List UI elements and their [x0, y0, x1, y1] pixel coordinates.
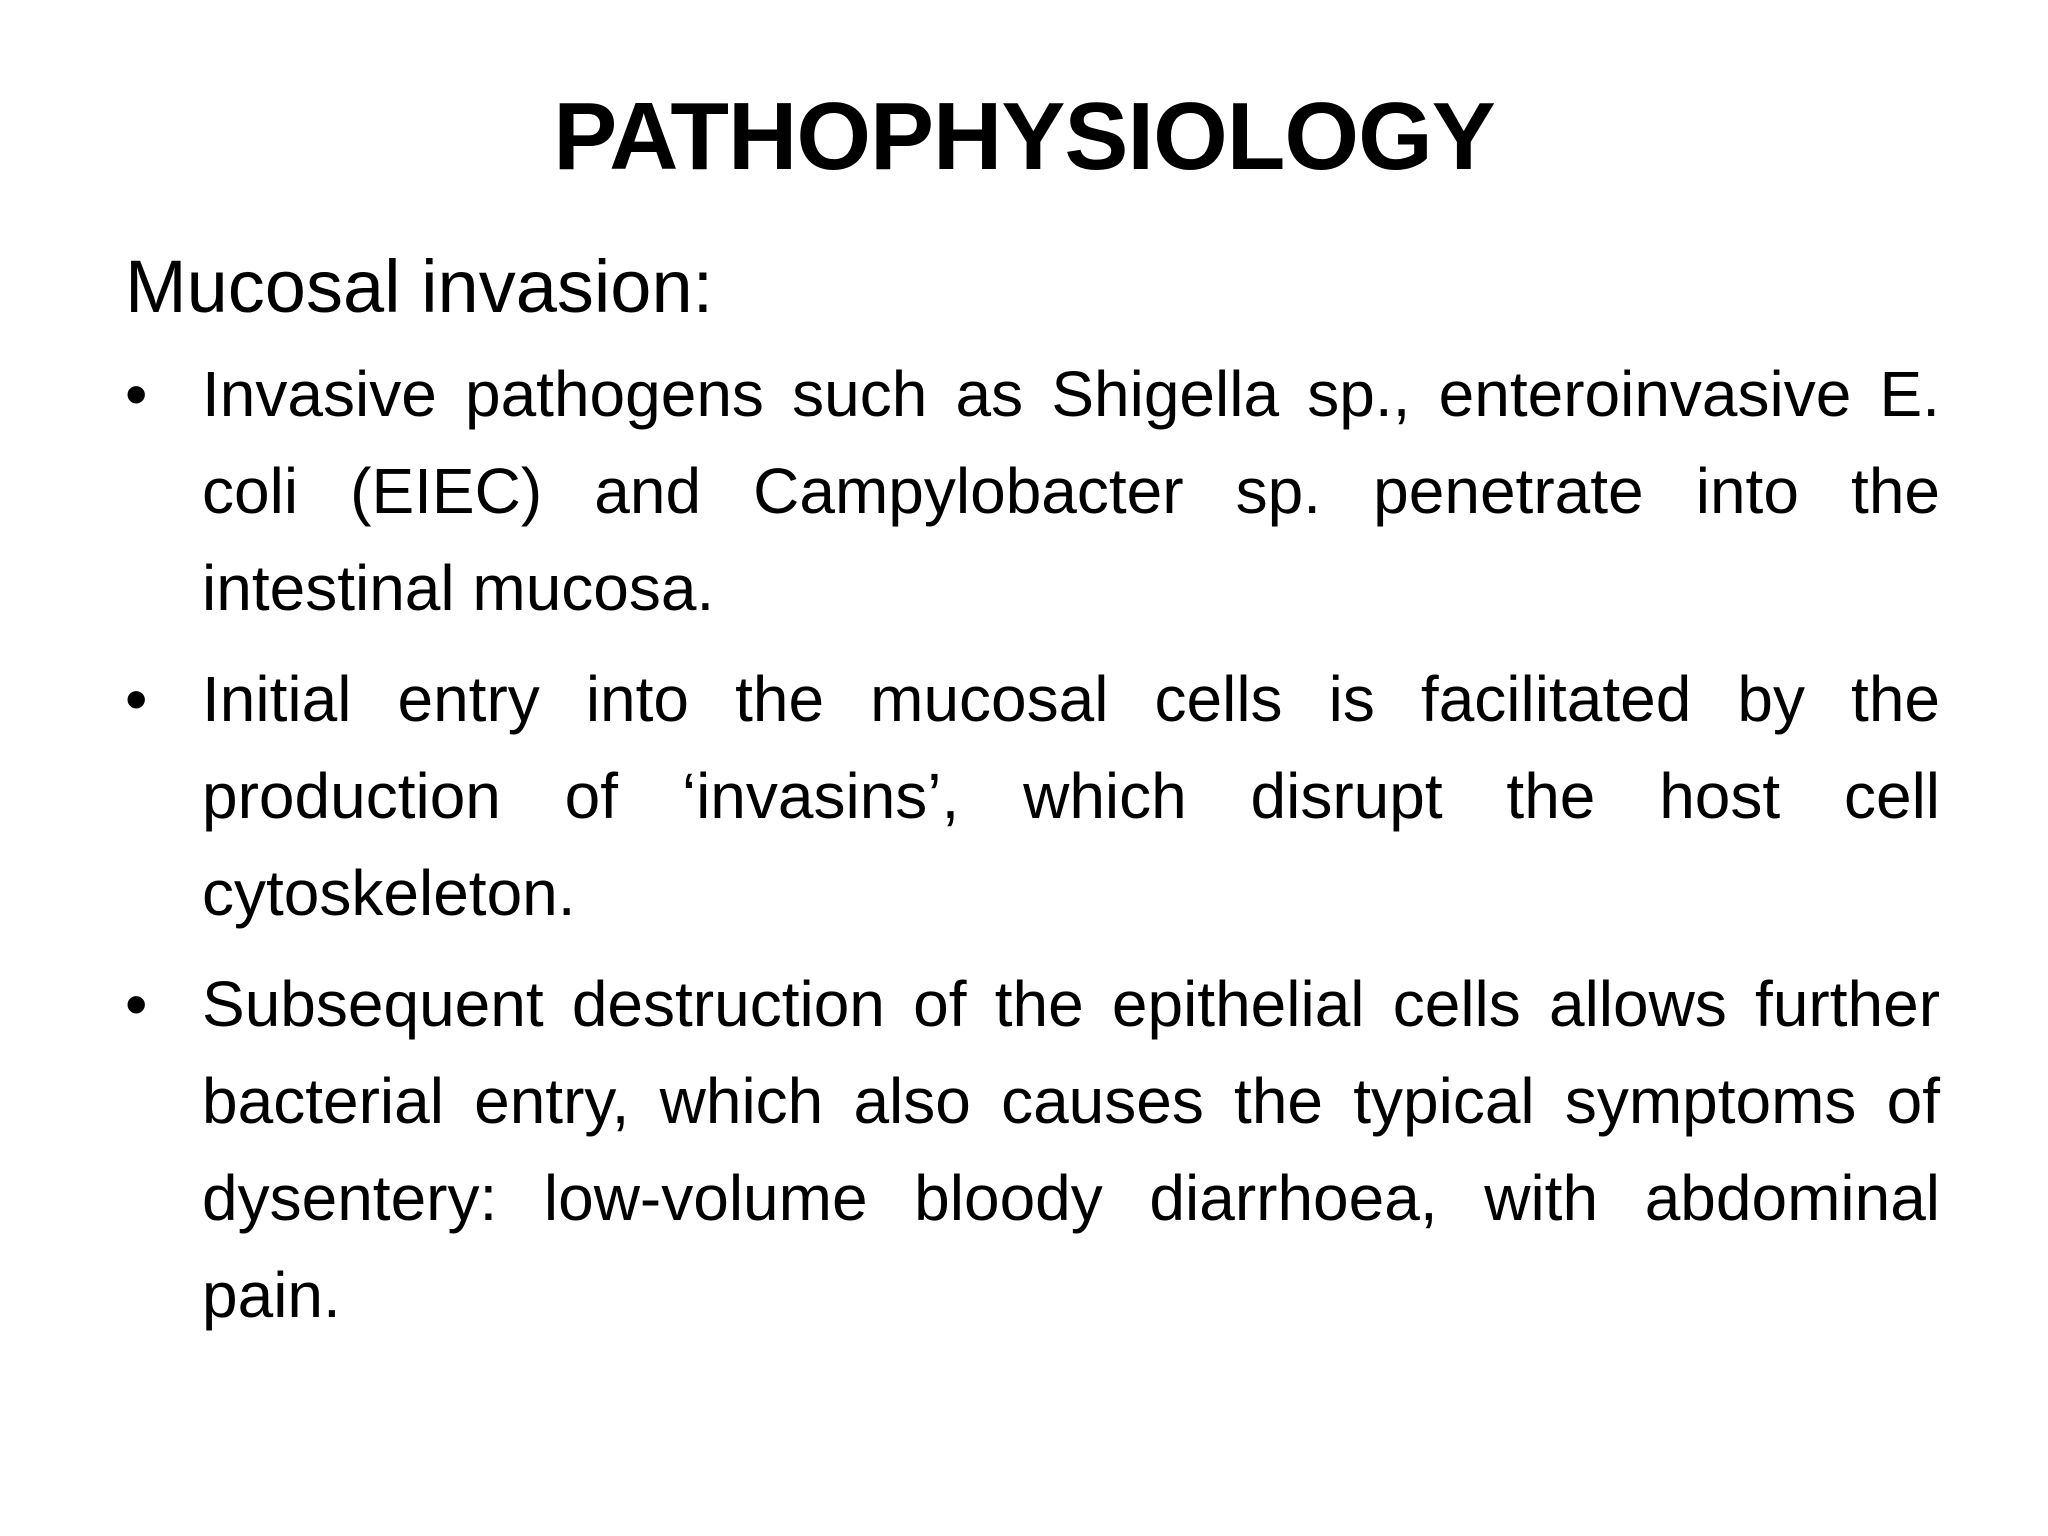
bullet-item	[125, 651, 1940, 942]
bullet-list	[125, 346, 1940, 1344]
bullet-icon: •	[125, 662, 148, 735]
bullet-item	[125, 956, 1940, 1344]
bullet-item	[125, 346, 1940, 637]
bullet-text: Invasive pathogens such as Shigella sp., enteroinvasive E. coli (EIEC) and Campylobacter sp. penetrate into the intestinal mucosa.	[202, 357, 1940, 624]
slide-content	[125, 243, 1940, 1358]
slide-title: PATHOPHYSIOLOGY	[553, 83, 1495, 190]
bullet-text: Initial entry into the mucosal cells is facilitated by the production of ‘invasins’, which disrupt the host cell cytoskeleton.	[202, 662, 1940, 929]
section-heading: Mucosal invasion:	[125, 245, 714, 328]
bullet-icon: •	[125, 357, 148, 430]
bullet-text: Subsequent destruction of the epithelial cells allows further bacterial entry, which also causes the typical symptoms of dysentery: low-volume bloody diarrhoea, with abdominal pain.	[202, 967, 1940, 1331]
bullet-icon: •	[125, 967, 148, 1040]
